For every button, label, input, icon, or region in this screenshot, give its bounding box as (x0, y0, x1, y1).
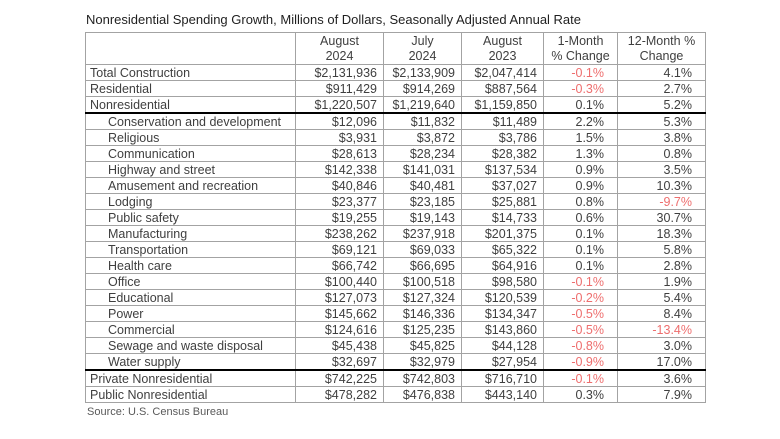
value-august-2023: $27,954 (462, 354, 544, 371)
value-1-month-change: -0.3% (544, 81, 618, 97)
value-august-2023: $2,047,414 (462, 65, 544, 81)
value-august-2024: $142,338 (296, 162, 384, 178)
value-1-month-change: -0.1% (544, 370, 618, 387)
value-1-month-change: 0.9% (544, 178, 618, 194)
table-row (86, 322, 706, 338)
value-1-month-change: 0.3% (544, 387, 618, 403)
value-august-2024: $145,662 (296, 306, 384, 322)
value-1-month-change: -0.8% (544, 338, 618, 354)
row-label: Public safety (86, 210, 296, 226)
value-august-2023: $98,580 (462, 274, 544, 290)
value-august-2024: $32,697 (296, 354, 384, 371)
col-header-text: % Change (551, 48, 610, 63)
value-12-month-change: 18.3% (618, 226, 706, 242)
value-august-2023: $887,564 (462, 81, 544, 97)
table-row (86, 242, 706, 258)
table-title: Nonresidential Spending Growth, Millions of Dollars, Seasonally Adjusted Annual Rate (86, 12, 582, 27)
table-row (86, 146, 706, 162)
table-row (86, 258, 706, 274)
table-row (86, 178, 706, 194)
value-august-2024: $66,742 (296, 258, 384, 274)
table-row (86, 387, 706, 403)
row-label: Conservation and development (86, 113, 296, 130)
value-august-2024: $69,121 (296, 242, 384, 258)
col-header-text: July (411, 33, 434, 48)
col-header-august-2023 (462, 33, 544, 65)
value-12-month-change: 5.3% (618, 113, 706, 130)
col-header-text: 2024 (408, 48, 437, 63)
value-august-2024: $478,282 (296, 387, 384, 403)
value-august-2024: $45,438 (296, 338, 384, 354)
value-july-2024: $1,219,640 (384, 97, 462, 114)
value-1-month-change: 0.8% (544, 194, 618, 210)
value-1-month-change: 1.3% (544, 146, 618, 162)
value-august-2023: $37,027 (462, 178, 544, 194)
value-july-2024: $127,324 (384, 290, 462, 306)
row-label: Residential (86, 81, 296, 97)
value-august-2023: $11,489 (462, 113, 544, 130)
value-12-month-change: 5.2% (618, 97, 706, 114)
row-label: Sewage and waste disposal (86, 338, 296, 354)
table-row (86, 354, 706, 371)
value-july-2024: $69,033 (384, 242, 462, 258)
value-august-2024: $238,262 (296, 226, 384, 242)
table-row (86, 370, 706, 387)
value-august-2023: $137,534 (462, 162, 544, 178)
value-1-month-change: -0.5% (544, 306, 618, 322)
value-july-2024: $914,269 (384, 81, 462, 97)
table-row (86, 97, 706, 114)
value-1-month-change: 0.1% (544, 242, 618, 258)
value-12-month-change: 30.7% (618, 210, 706, 226)
value-july-2024: $3,872 (384, 130, 462, 146)
table-row (86, 194, 706, 210)
value-july-2024: $32,979 (384, 354, 462, 371)
value-august-2024: $12,096 (296, 113, 384, 130)
value-12-month-change: 0.8% (618, 146, 706, 162)
row-label: Power (86, 306, 296, 322)
value-july-2024: $2,133,909 (384, 65, 462, 81)
value-1-month-change: -0.2% (544, 290, 618, 306)
row-label: Private Nonresidential (86, 370, 296, 387)
value-12-month-change: 3.0% (618, 338, 706, 354)
row-label: Manufacturing (86, 226, 296, 242)
value-august-2024: $40,846 (296, 178, 384, 194)
value-august-2023: $64,916 (462, 258, 544, 274)
table-row (86, 338, 706, 354)
value-1-month-change: 0.1% (544, 226, 618, 242)
value-july-2024: $100,518 (384, 274, 462, 290)
table-row (86, 274, 706, 290)
value-1-month-change: 0.9% (544, 162, 618, 178)
col-header-category (86, 33, 296, 65)
value-july-2024: $237,918 (384, 226, 462, 242)
col-header-1-month-change (544, 33, 618, 65)
row-label: Health care (86, 258, 296, 274)
row-label: Highway and street (86, 162, 296, 178)
value-august-2024: $100,440 (296, 274, 384, 290)
value-august-2023: $443,140 (462, 387, 544, 403)
value-12-month-change: 8.4% (618, 306, 706, 322)
value-12-month-change: -9.7% (618, 194, 706, 210)
value-12-month-change: 10.3% (618, 178, 706, 194)
table-row (86, 81, 706, 97)
value-july-2024: $125,235 (384, 322, 462, 338)
table-row (86, 65, 706, 81)
value-august-2024: $911,429 (296, 81, 384, 97)
value-august-2023: $134,347 (462, 306, 544, 322)
value-august-2024: $3,931 (296, 130, 384, 146)
col-header-text: 1-Month (557, 33, 604, 48)
value-august-2023: $1,159,850 (462, 97, 544, 114)
value-1-month-change: -0.1% (544, 274, 618, 290)
value-12-month-change: 17.0% (618, 354, 706, 371)
value-july-2024: $40,481 (384, 178, 462, 194)
table-row (86, 226, 706, 242)
col-header-text: 2023 (488, 48, 517, 63)
value-august-2023: $3,786 (462, 130, 544, 146)
value-august-2023: $14,733 (462, 210, 544, 226)
value-july-2024: $19,143 (384, 210, 462, 226)
col-header-july-2024 (384, 33, 462, 65)
row-label: Communication (86, 146, 296, 162)
source-note: Source: U.S. Census Bureau (87, 406, 229, 418)
value-12-month-change: 4.1% (618, 65, 706, 81)
value-july-2024: $742,803 (384, 370, 462, 387)
row-label: Educational (86, 290, 296, 306)
col-header-text: August (320, 33, 359, 48)
table-row (86, 210, 706, 226)
value-12-month-change: 3.5% (618, 162, 706, 178)
table-row (86, 113, 706, 130)
value-1-month-change: 2.2% (544, 113, 618, 130)
value-august-2023: $120,539 (462, 290, 544, 306)
value-12-month-change: 1.9% (618, 274, 706, 290)
col-header-august-2024 (296, 33, 384, 65)
value-july-2024: $141,031 (384, 162, 462, 178)
table-row (86, 306, 706, 322)
value-august-2024: $23,377 (296, 194, 384, 210)
value-august-2024: $742,225 (296, 370, 384, 387)
value-july-2024: $28,234 (384, 146, 462, 162)
value-12-month-change: 5.4% (618, 290, 706, 306)
col-header-12-month-change (618, 33, 706, 65)
col-header-text: 2024 (325, 48, 354, 63)
value-august-2024: $19,255 (296, 210, 384, 226)
value-july-2024: $476,838 (384, 387, 462, 403)
value-august-2024: $127,073 (296, 290, 384, 306)
value-august-2024: $124,616 (296, 322, 384, 338)
value-1-month-change: 1.5% (544, 130, 618, 146)
value-1-month-change: -0.1% (544, 65, 618, 81)
value-12-month-change: 3.6% (618, 370, 706, 387)
col-header-text: August (483, 33, 522, 48)
table-row (86, 290, 706, 306)
col-header-text: 12-Month % (627, 33, 696, 48)
row-label: Lodging (86, 194, 296, 210)
value-1-month-change: 0.1% (544, 97, 618, 114)
value-august-2024: $2,131,936 (296, 65, 384, 81)
value-august-2023: $44,128 (462, 338, 544, 354)
row-label: Public Nonresidential (86, 387, 296, 403)
value-july-2024: $66,695 (384, 258, 462, 274)
value-july-2024: $23,185 (384, 194, 462, 210)
table-row (86, 162, 706, 178)
value-1-month-change: 0.6% (544, 210, 618, 226)
value-august-2023: $716,710 (462, 370, 544, 387)
value-august-2024: $28,613 (296, 146, 384, 162)
value-august-2023: $28,382 (462, 146, 544, 162)
header-row (86, 33, 706, 65)
value-july-2024: $146,336 (384, 306, 462, 322)
spending-table-panel (85, 12, 706, 418)
value-12-month-change: -13.4% (618, 322, 706, 338)
value-1-month-change: 0.1% (544, 258, 618, 274)
row-label: Total Construction (86, 65, 296, 81)
row-label: Religious (86, 130, 296, 146)
value-august-2023: $65,322 (462, 242, 544, 258)
value-12-month-change: 7.9% (618, 387, 706, 403)
row-label: Amusement and recreation (86, 178, 296, 194)
table-row (86, 130, 706, 146)
row-label: Nonresidential (86, 97, 296, 114)
value-august-2024: $1,220,507 (296, 97, 384, 114)
value-august-2023: $201,375 (462, 226, 544, 242)
row-label: Transportation (86, 242, 296, 258)
value-july-2024: $11,832 (384, 113, 462, 130)
value-july-2024: $45,825 (384, 338, 462, 354)
spending-table (85, 32, 706, 403)
value-1-month-change: -0.9% (544, 354, 618, 371)
value-1-month-change: -0.5% (544, 322, 618, 338)
value-12-month-change: 2.7% (618, 81, 706, 97)
value-12-month-change: 3.8% (618, 130, 706, 146)
row-label: Office (86, 274, 296, 290)
col-header-text: Change (639, 48, 684, 63)
value-august-2023: $143,860 (462, 322, 544, 338)
row-label: Water supply (86, 354, 296, 371)
row-label: Commercial (86, 322, 296, 338)
value-12-month-change: 5.8% (618, 242, 706, 258)
value-august-2023: $25,881 (462, 194, 544, 210)
value-12-month-change: 2.8% (618, 258, 706, 274)
